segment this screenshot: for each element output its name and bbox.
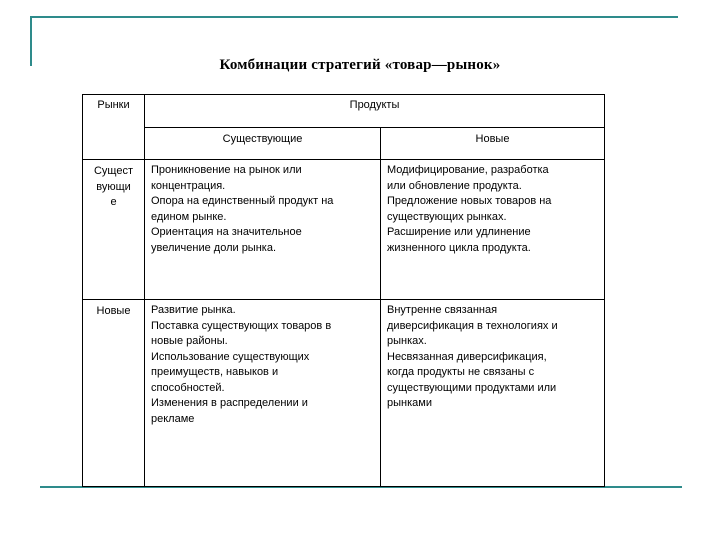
row-label-line: вующи <box>96 180 131 193</box>
cell-line: едином рынке. <box>151 210 227 223</box>
strategy-matrix-table <box>82 94 605 487</box>
cell-line: Опора на единственный продукт на <box>151 195 334 207</box>
cell-diversification <box>381 300 605 487</box>
cell-line: преимуществ, навыков и <box>151 366 279 378</box>
cell-line: Несвязанная диверсификация, <box>387 350 547 363</box>
row-label-existing-markets <box>83 160 145 300</box>
markets-header: Рынки <box>83 95 145 160</box>
cell-line: рынках. <box>387 335 427 347</box>
cell-line: новые районы. <box>151 335 228 347</box>
cell-line: Внутренне связанная <box>387 304 498 316</box>
cell-line: Использование существующих <box>151 350 310 363</box>
cell-line: рекламе <box>151 412 195 425</box>
cell-line: способностей. <box>151 381 225 394</box>
cell-line: Изменения в распределении и <box>151 397 308 409</box>
cell-line: существующих рынках. <box>387 210 507 223</box>
row-label-line: е <box>110 196 117 208</box>
cell-line: Поставка существующих товаров в <box>151 319 332 332</box>
cell-line: диверсификация в технологиях и <box>387 319 558 332</box>
frame-top-rule <box>30 16 678 18</box>
cell-line: существующими продуктами или <box>387 381 557 394</box>
cell-line: когда продукты не связаны с <box>387 366 535 378</box>
cell-line: Расширение или удлинение <box>387 226 531 238</box>
row-label-line: Новые <box>96 305 131 317</box>
cell-line: Проникновение на рынок или <box>151 164 302 176</box>
cell-product-development <box>381 160 605 300</box>
products-header: Продукты <box>145 95 605 128</box>
cell-line: рынками <box>387 397 432 409</box>
existing-products-header: Существующие <box>145 128 381 160</box>
cell-line: концентрация. <box>151 179 226 192</box>
table-row <box>83 300 605 487</box>
row-label-new-markets <box>83 300 145 487</box>
cell-line: Предложение новых товаров на <box>387 195 552 207</box>
cell-line: увеличение доли рынка. <box>151 241 277 254</box>
page-title: Комбинации стратегий «товар—рынок» <box>219 57 501 73</box>
row-label-line: Сущест <box>93 165 134 177</box>
cell-market-development <box>145 300 381 487</box>
new-products-header: Новые <box>381 128 605 160</box>
cell-line: Ориентация на значительное <box>151 226 302 238</box>
cell-line: Развитие рынка. <box>151 304 236 316</box>
table-row <box>83 160 605 300</box>
cell-line: или обновление продукта. <box>387 179 522 192</box>
cell-penetration <box>145 160 381 300</box>
cell-line: Модифицирование, разработка <box>387 164 549 176</box>
cell-line: жизненного цикла продукта. <box>387 241 531 254</box>
